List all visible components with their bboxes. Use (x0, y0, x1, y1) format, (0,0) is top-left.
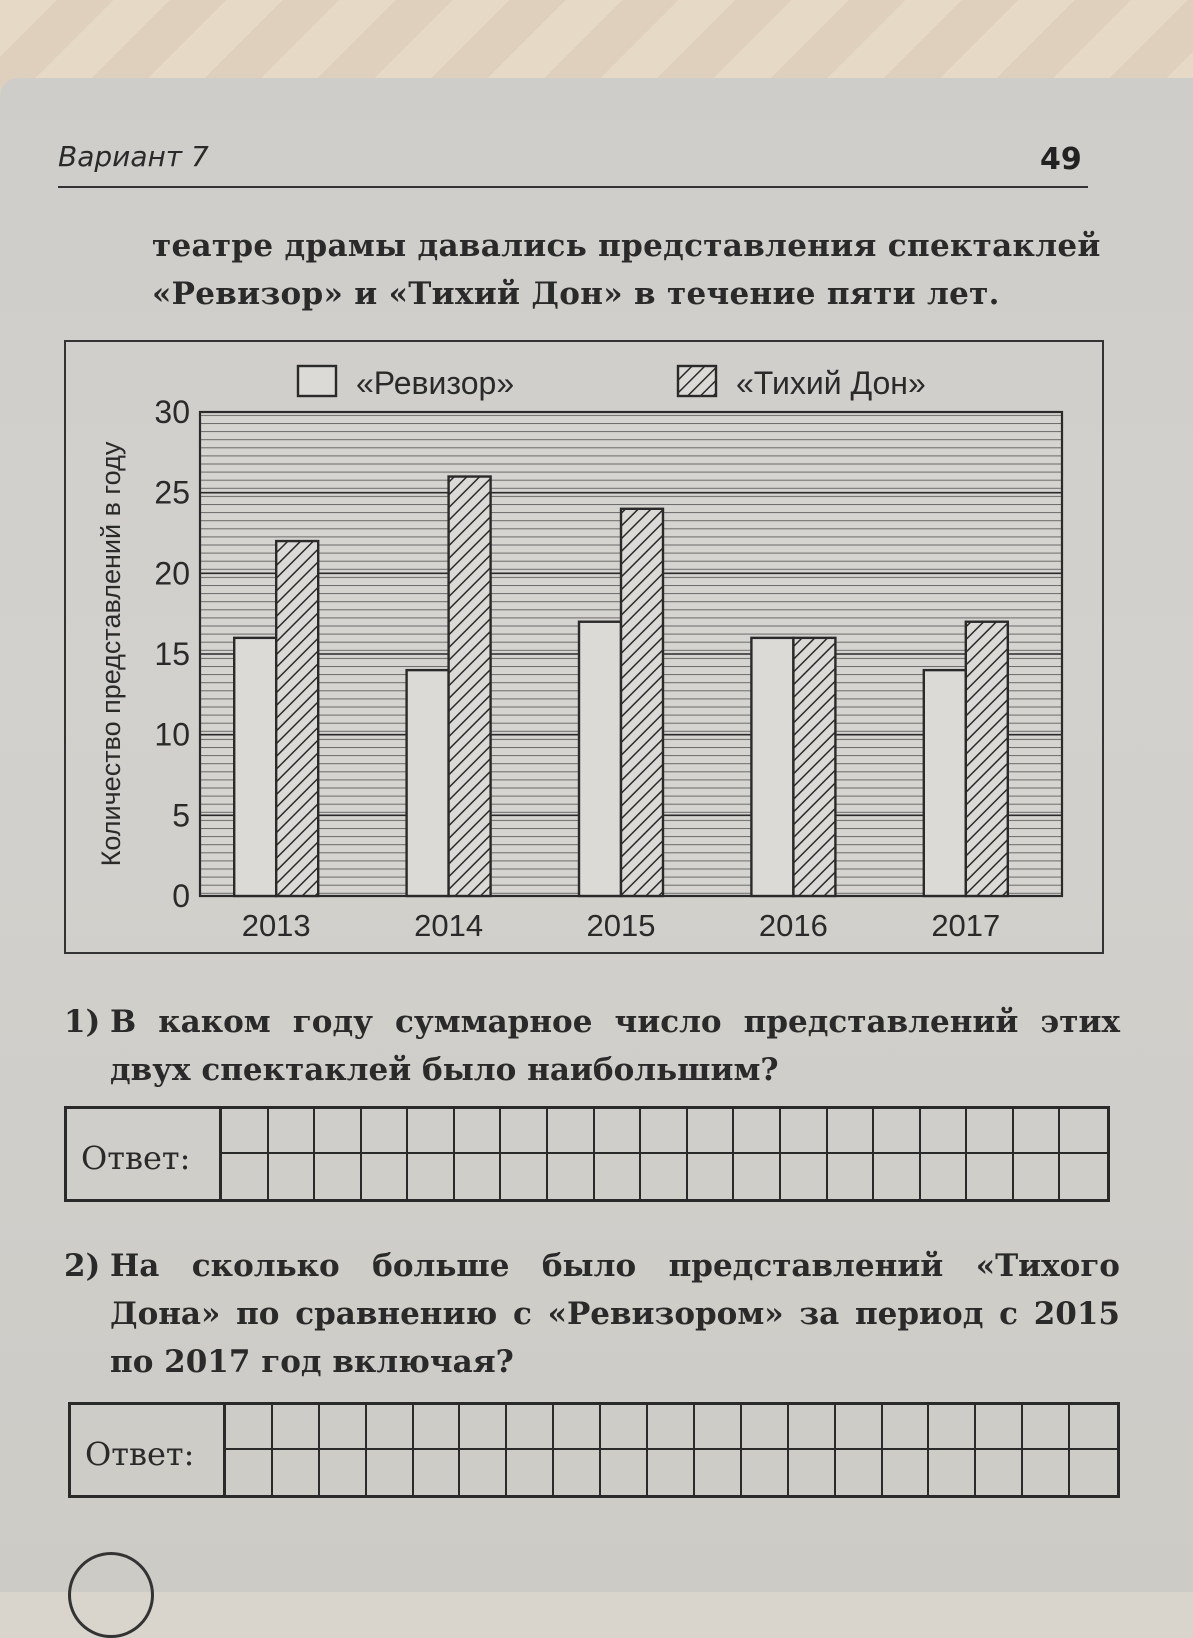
answer-cell[interactable] (883, 1450, 930, 1495)
variant-header: Вариант 7 (58, 140, 209, 173)
answer-cell[interactable] (648, 1405, 695, 1450)
answer-cell[interactable] (929, 1450, 976, 1495)
answer-cell[interactable] (641, 1154, 688, 1199)
answer-cell[interactable] (273, 1405, 320, 1450)
answer-cell[interactable] (554, 1450, 601, 1495)
answer-cell[interactable] (976, 1450, 1023, 1495)
desk-background (0, 0, 1193, 90)
legend-swatch-tikhiy-don (678, 366, 716, 396)
answer-cell[interactable] (695, 1405, 742, 1450)
page-number: 49 (1040, 142, 1082, 177)
answer-cell[interactable] (507, 1405, 554, 1450)
bar-revizor (407, 670, 449, 896)
legend-label-revizor: «Ревизор» (356, 365, 515, 401)
answer-cell[interactable] (269, 1109, 316, 1154)
answer-cell[interactable] (408, 1109, 455, 1154)
answer-cell[interactable] (595, 1154, 642, 1199)
answer-cell[interactable] (1014, 1109, 1061, 1154)
question-1-number: 1) (64, 1004, 101, 1040)
question-1-text: В каком году суммарное число представлений этих двух спектаклей было наибольшим? (110, 1004, 1120, 1088)
answer-cell[interactable] (315, 1154, 362, 1199)
answer-cell[interactable] (1060, 1109, 1107, 1154)
bar-revizor (924, 670, 966, 896)
answer-cell[interactable] (367, 1450, 414, 1495)
answer-cell[interactable] (921, 1109, 968, 1154)
answer-cell[interactable] (315, 1109, 362, 1154)
y-tick-label: 15 (154, 636, 190, 672)
answer-cell[interactable] (362, 1109, 409, 1154)
chart-frame (64, 340, 1104, 954)
answer-cell[interactable] (874, 1154, 921, 1199)
answer-label-1: Ответ: (81, 1139, 191, 1177)
answer-cell[interactable] (408, 1154, 455, 1199)
answer-cell[interactable] (828, 1154, 875, 1199)
answer-box-1 (64, 1106, 1110, 1202)
bar-tikhiy-don (966, 622, 1008, 896)
answer-cell[interactable] (742, 1450, 789, 1495)
answer-cell[interactable] (320, 1405, 367, 1450)
answer-grid-2[interactable] (223, 1405, 1117, 1495)
answer-cell[interactable] (601, 1450, 648, 1495)
answer-cell[interactable] (320, 1450, 367, 1495)
answer-cell[interactable] (1023, 1405, 1070, 1450)
answer-cell[interactable] (414, 1450, 461, 1495)
answer-cell[interactable] (1060, 1154, 1107, 1199)
y-tick-label: 25 (154, 474, 190, 511)
answer-cell[interactable] (742, 1405, 789, 1450)
answer-cell[interactable] (1070, 1450, 1117, 1495)
answer-box-2 (68, 1402, 1120, 1498)
answer-cell[interactable] (781, 1154, 828, 1199)
question-2-number: 2) (64, 1248, 101, 1284)
header-divider (58, 186, 1088, 188)
answer-label-2: Ответ: (85, 1435, 195, 1473)
question-2-text: На сколько больше было представлений «Тихого Дона» по сравнению с «Ревизором» за период с 2015 по 2017 год включая? (110, 1248, 1120, 1380)
answer-cell[interactable] (976, 1405, 1023, 1450)
answer-cell[interactable] (1023, 1450, 1070, 1495)
answer-cell[interactable] (836, 1450, 883, 1495)
bar-revizor (579, 622, 621, 896)
answer-cell[interactable] (269, 1154, 316, 1199)
x-tick-label: 2017 (931, 908, 1001, 943)
answer-cell[interactable] (648, 1450, 695, 1495)
y-tick-label: 10 (154, 716, 190, 753)
answer-cell[interactable] (414, 1405, 461, 1450)
bar-revizor (234, 638, 276, 896)
answer-cell[interactable] (226, 1450, 273, 1495)
answer-cell[interactable] (554, 1405, 601, 1450)
answer-cell[interactable] (501, 1154, 548, 1199)
answer-cell[interactable] (1070, 1405, 1117, 1450)
answer-cell[interactable] (507, 1450, 554, 1495)
legend-swatch-revizor (298, 366, 336, 396)
answer-cell[interactable] (967, 1154, 1014, 1199)
y-axis-label: Количество представлений в году (96, 441, 126, 867)
intro-text (152, 222, 1112, 318)
answer-cell[interactable] (929, 1405, 976, 1450)
intro-line-1: театре драмы давались представления спектаклей (152, 228, 1101, 264)
bar-tikhiy-don (449, 477, 491, 896)
y-tick-label: 20 (154, 555, 190, 592)
answer-cell[interactable] (874, 1109, 921, 1154)
x-tick-label: 2014 (414, 908, 484, 943)
answer-cell[interactable] (688, 1109, 735, 1154)
answer-cell[interactable] (460, 1405, 507, 1450)
answer-cell[interactable] (789, 1405, 836, 1450)
answer-cell[interactable] (460, 1450, 507, 1495)
answer-cell[interactable] (455, 1109, 502, 1154)
answer-cell[interactable] (222, 1154, 269, 1199)
answer-cell[interactable] (367, 1405, 414, 1450)
answer-cell[interactable] (695, 1450, 742, 1495)
bar-revizor (751, 638, 793, 896)
answer-cell[interactable] (548, 1154, 595, 1199)
answer-cell[interactable] (455, 1154, 502, 1199)
answer-cell[interactable] (548, 1109, 595, 1154)
answer-cell[interactable] (501, 1109, 548, 1154)
answer-cell[interactable] (734, 1109, 781, 1154)
answer-cell[interactable] (789, 1450, 836, 1495)
answer-grid-1[interactable] (219, 1109, 1107, 1199)
intro-line-2: «Ревизор» и «Тихий Дон» в течение пяти лет. (152, 276, 1000, 312)
answer-cell[interactable] (921, 1154, 968, 1199)
answer-cell[interactable] (734, 1154, 781, 1199)
y-tick-label: 0 (172, 878, 190, 914)
y-tick-label: 5 (172, 797, 190, 834)
y-tick-label: 30 (154, 394, 190, 430)
answer-cell[interactable] (222, 1109, 269, 1154)
x-tick-label: 2016 (758, 908, 828, 943)
bar-tikhiy-don (621, 509, 663, 896)
answer-cell[interactable] (781, 1109, 828, 1154)
answer-cell[interactable] (883, 1405, 930, 1450)
answer-cell[interactable] (1014, 1154, 1061, 1199)
corner-circle-mark (68, 1552, 154, 1638)
bar-chart (66, 342, 1102, 952)
x-tick-label: 2015 (586, 908, 656, 943)
answer-cell[interactable] (362, 1154, 409, 1199)
bar-tikhiy-don (276, 541, 318, 896)
answer-cell[interactable] (595, 1109, 642, 1154)
answer-cell[interactable] (641, 1109, 688, 1154)
bar-tikhiy-don (793, 638, 835, 896)
legend-label-tikhiy-don: «Тихий Дон» (736, 365, 926, 401)
answer-cell[interactable] (601, 1405, 648, 1450)
answer-cell[interactable] (836, 1405, 883, 1450)
answer-cell[interactable] (226, 1405, 273, 1450)
x-tick-label: 2013 (241, 908, 311, 943)
answer-cell[interactable] (967, 1109, 1014, 1154)
answer-cell[interactable] (688, 1154, 735, 1199)
answer-cell[interactable] (273, 1450, 320, 1495)
answer-cell[interactable] (828, 1109, 875, 1154)
